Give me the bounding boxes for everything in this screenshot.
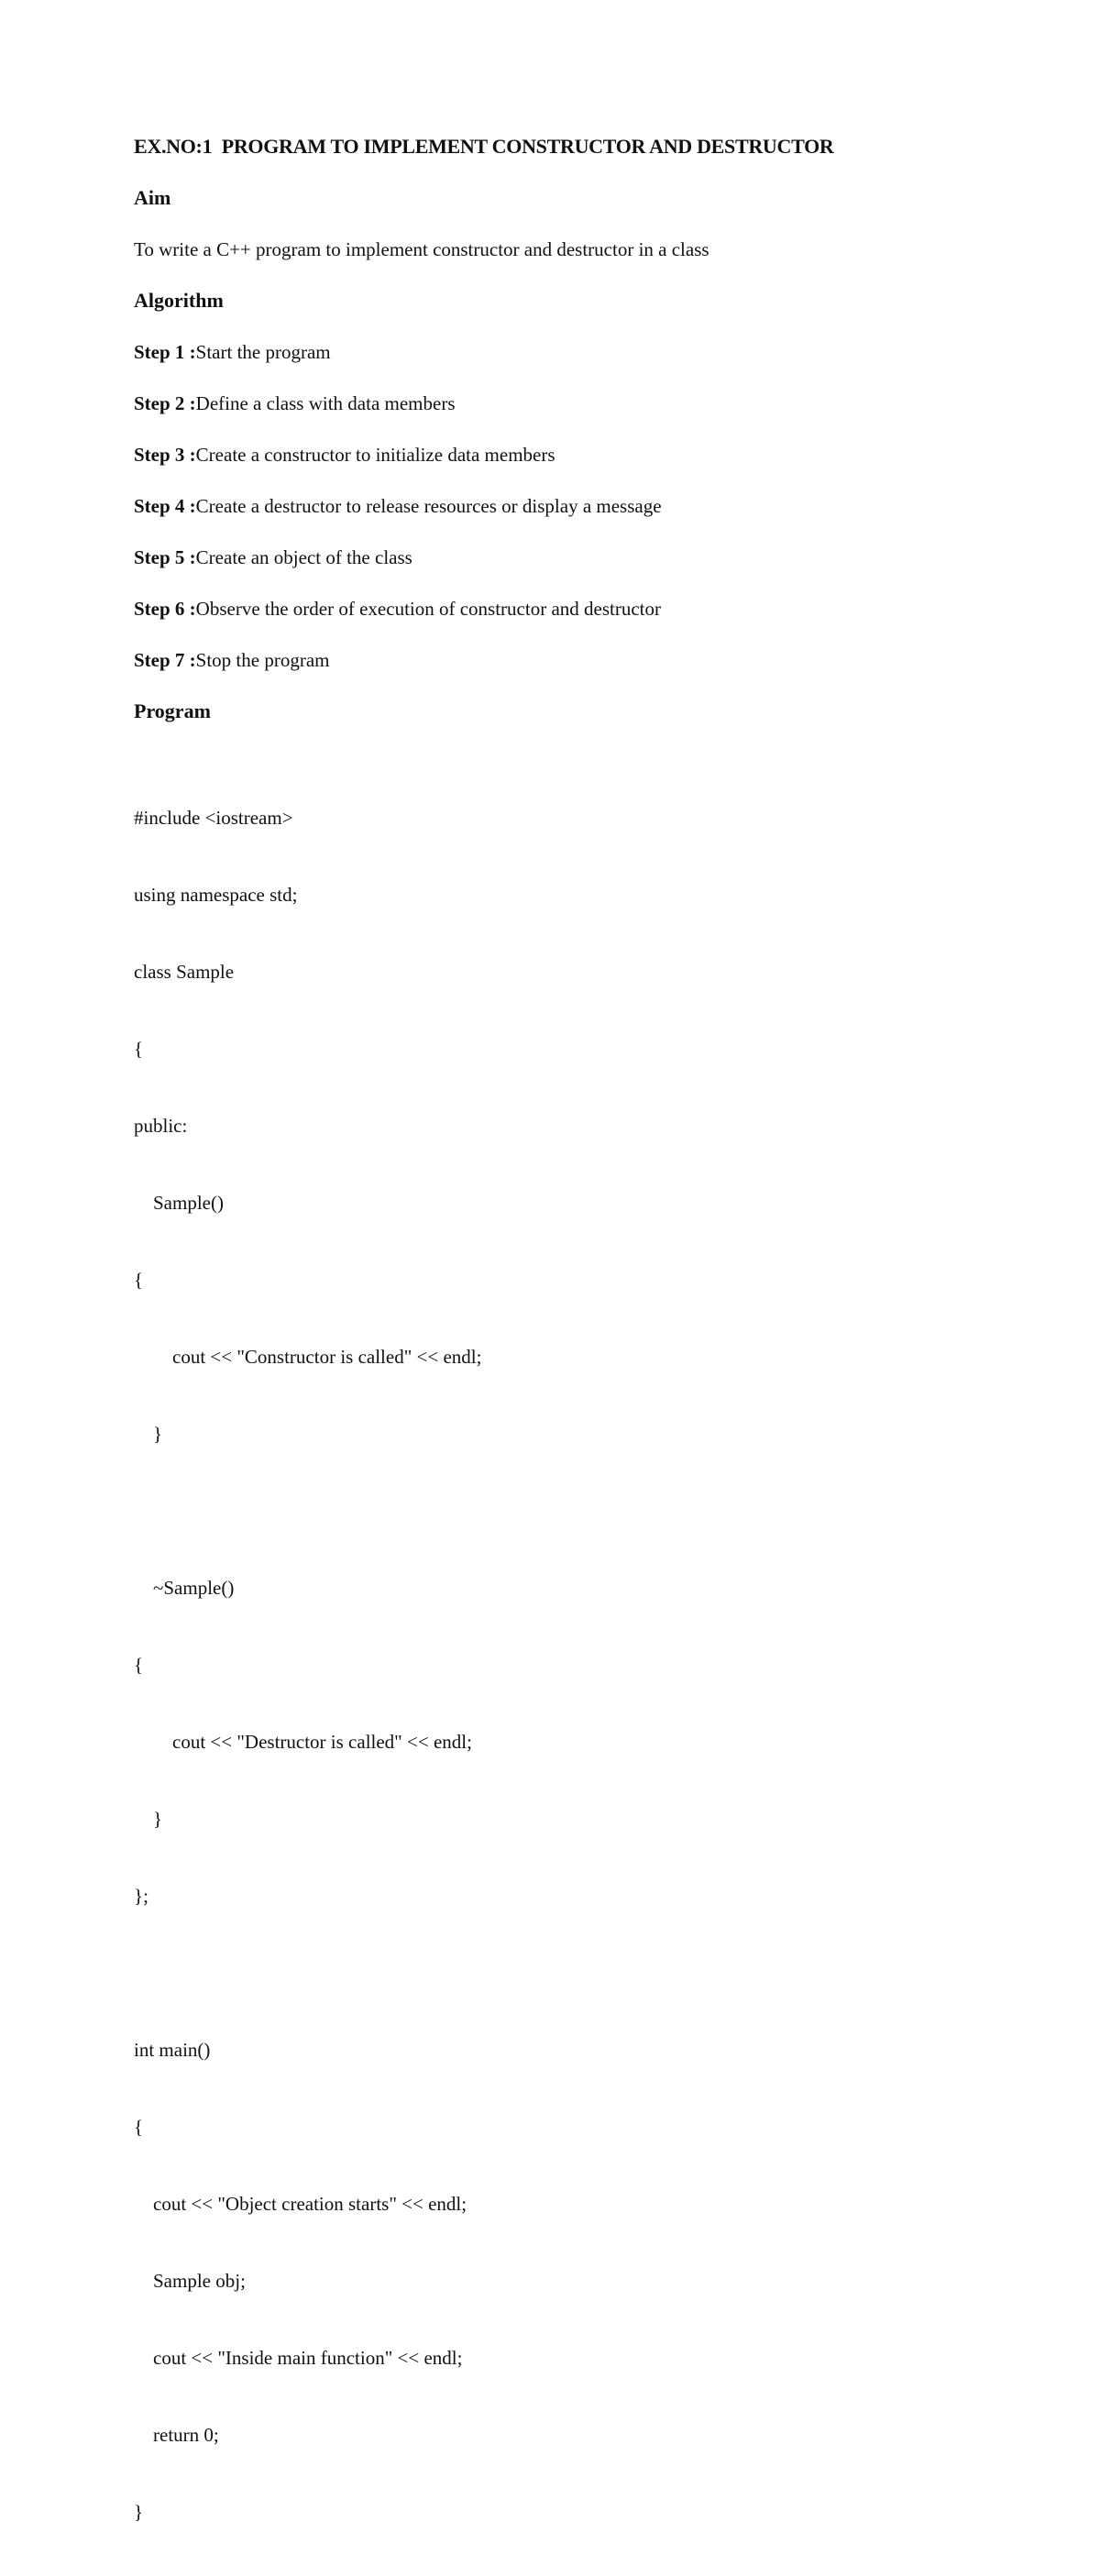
algorithm-step xyxy=(134,391,456,416)
algorithm-step xyxy=(134,442,556,468)
step-text: Define a class with data members xyxy=(195,392,456,414)
code-line: int main() xyxy=(134,2039,211,2061)
step-label: Step 6 : xyxy=(134,598,196,620)
code-line: #include <iostream> xyxy=(134,807,293,829)
code-line xyxy=(134,1960,481,1986)
step-label: Step 7 : xyxy=(134,649,196,671)
step-text: Create an object of the class xyxy=(195,546,412,568)
step-text: Stop the program xyxy=(195,649,330,671)
code-line: cout << "Constructor is called" << endl; xyxy=(134,1346,482,1368)
code-line: return 0; xyxy=(134,2424,219,2446)
code-line: using namespace std; xyxy=(134,884,298,906)
code-line: } xyxy=(134,2501,144,2523)
code-line: { xyxy=(134,1654,144,1676)
code-line: cout << "Object creation starts" << endl; xyxy=(134,2193,468,2215)
aim-text: To write a C++ program to implement constructor and destructor in a class xyxy=(134,238,710,260)
code-line: { xyxy=(134,2116,144,2138)
algorithm-step xyxy=(134,339,331,365)
algorithm-step xyxy=(134,647,329,673)
step-text: Create a destructor to release resources or display a message xyxy=(195,495,662,517)
document-title: EX.NO:1 PROGRAM TO IMPLEMENT CONSTRUCTOR AND DESTRUCTOR xyxy=(134,135,834,158)
step-label: Step 2 : xyxy=(134,392,196,414)
code-line: { xyxy=(134,1038,144,1060)
code-line: }; xyxy=(134,1885,148,1907)
code-line: ~Sample() xyxy=(134,1577,235,1599)
step-label: Step 5 : xyxy=(134,546,196,568)
code-line: class Sample xyxy=(134,961,235,983)
algorithm-step xyxy=(134,596,661,622)
step-label: Step 3 : xyxy=(134,444,196,466)
program-heading: Program xyxy=(134,699,211,722)
code-line: } xyxy=(134,1423,163,1445)
code-line: public: xyxy=(134,1115,188,1137)
step-text: Observe the order of execution of constructor and destructor xyxy=(195,598,661,620)
code-line: } xyxy=(134,1808,163,1830)
code-line: { xyxy=(134,1269,144,1291)
algorithm-step xyxy=(134,493,662,519)
program-code xyxy=(134,754,481,2576)
step-label: Step 4 : xyxy=(134,495,196,517)
code-line: cout << "Destructor is called" << endl; xyxy=(134,1731,472,1753)
step-text: Create a constructor to initialize data members xyxy=(195,444,556,466)
code-line: cout << "Inside main function" << endl; xyxy=(134,2347,463,2369)
code-line xyxy=(134,1498,481,1524)
step-text: Start the program xyxy=(195,341,331,363)
code-line: Sample() xyxy=(134,1192,224,1214)
algorithm-step xyxy=(134,545,412,570)
code-line: Sample obj; xyxy=(134,2270,246,2292)
step-label: Step 1 : xyxy=(134,341,196,363)
algorithm-heading: Algorithm xyxy=(134,289,224,312)
aim-heading: Aim xyxy=(134,186,171,209)
